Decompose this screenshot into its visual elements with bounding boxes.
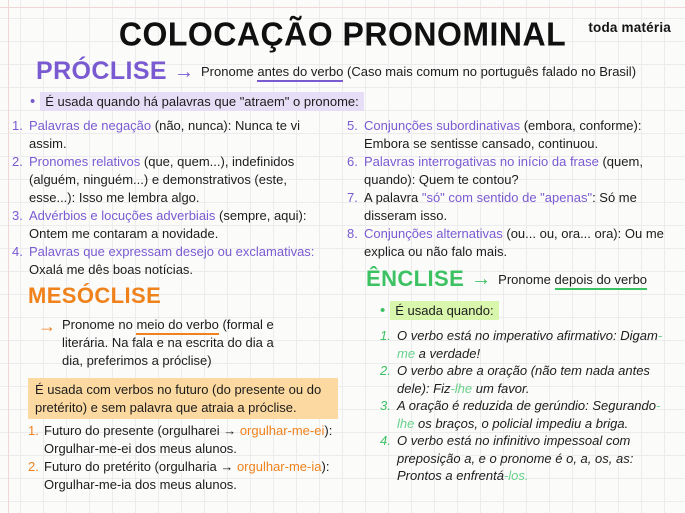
item-number: 2.: [28, 459, 39, 474]
text-segment: -lhe: [450, 380, 473, 396]
item-text: [29, 117, 332, 153]
text-segment: Pronome no: [62, 317, 137, 332]
arrow-right-icon: →: [38, 316, 56, 336]
list-item: [347, 117, 667, 153]
text-segment: a verdade!: [415, 345, 481, 361]
item-number: 4.: [12, 244, 23, 259]
list-item: [380, 432, 669, 485]
text-segment: um favor.: [472, 380, 530, 396]
text-segment: ): Orgulhar-me-ia dos meus alunos.: [44, 459, 330, 492]
proclise-header: [36, 57, 636, 86]
proclise-list-right: [347, 117, 667, 261]
item-text: [44, 458, 358, 494]
section-mesoclise: [28, 283, 360, 494]
mesoclise-usage-note: É usada com verbos no futuro (do presente ou do pretérito) e sem palavra que atraia a próclise.: [28, 378, 338, 419]
text-segment: -me: [397, 328, 663, 361]
text-segment: -los.: [503, 468, 529, 483]
text-segment: O verbo abre a oração (não tem nada antes dele): Fiz: [397, 363, 650, 396]
item-number: 1.: [380, 328, 391, 343]
mesoclise-heading: MESÓCLISE: [28, 283, 162, 308]
text-segment: (não, nunca): Nunca te vi assim.: [29, 118, 301, 151]
item-text: [397, 432, 669, 485]
list-item: [380, 327, 669, 362]
item-number: 1.: [28, 423, 39, 438]
item-text: [397, 327, 669, 362]
text-segment: Pronome: [201, 64, 258, 79]
item-text: [364, 189, 667, 225]
text-segment: Advérbios e locuções adverbiais: [29, 208, 216, 223]
text-segment: (sempre, aqui): Ontem me contaram a novidade.: [29, 208, 307, 241]
text-segment: (ou... ou, ora... ora): Ou me explica ou não falo mais.: [364, 226, 664, 259]
proclise-heading: PRÓCLISE: [36, 57, 167, 85]
mesoclise-list: [28, 422, 358, 494]
item-text: [364, 117, 667, 153]
text-segment: Futuro do presente (orgulharei →: [44, 423, 240, 438]
arrow-right-icon: →: [471, 268, 492, 290]
text-segment: -lhe: [397, 398, 661, 431]
item-number: 6.: [347, 154, 358, 169]
proclise-list-left: [12, 117, 332, 279]
item-number: 3.: [380, 398, 391, 413]
brand-logo: toda matéria: [588, 20, 671, 35]
mesoclise-desc-text: [62, 316, 292, 370]
text-segment: (embora, conforme): Embora se sentisse cansado, continuou.: [364, 118, 642, 151]
text-segment: A palavra: [364, 190, 422, 205]
text-segment: Conjunções alternativas: [364, 226, 503, 241]
proclise-subtitle: [201, 64, 636, 79]
text-segment: Pronomes relativos: [29, 154, 141, 169]
text-segment: (que, quem...), indefinidos (alguém, ninguém...) e demonstrativos (este, esse...): Isso me lembra algo.: [29, 154, 295, 205]
item-text: [397, 397, 669, 432]
item-text: [29, 243, 332, 279]
item-text: [364, 225, 667, 261]
text-segment: O verbo está no infinitivo impessoal com preposição a, e o pronome é o, a, os, as: Prontos a enfrentá: [397, 433, 634, 483]
item-number: 7.: [347, 190, 358, 205]
text-segment: A oração é reduzida de gerúndio: Segurando: [397, 398, 656, 413]
text-segment: Pronome: [498, 271, 555, 287]
text-segment: orgulhar-me-ia: [236, 459, 322, 474]
item-number: 4.: [380, 433, 391, 448]
mesoclise-description: [38, 316, 360, 370]
text-segment: Palavras interrogativas no início da frase: [364, 154, 599, 169]
text-segment: depois do verbo: [555, 272, 648, 290]
item-number: 1.: [12, 118, 23, 133]
text-segment: "só" com sentido de "apenas": [421, 190, 593, 205]
bullet-icon: •: [380, 302, 386, 319]
bullet-icon: •: [30, 93, 36, 110]
text-segment: Conjunções subordinativas: [364, 118, 521, 133]
item-text: [397, 362, 669, 397]
text-segment: Palavras de negação: [29, 118, 152, 133]
item-number: 2.: [12, 154, 23, 169]
list-item: [12, 153, 332, 207]
enclise-subtitle: [498, 272, 647, 287]
list-item: [347, 189, 667, 225]
list-item: [380, 397, 669, 432]
text-segment: orgulhar-me-ei: [239, 423, 325, 438]
enclise-list: [380, 327, 669, 485]
list-item: [28, 422, 358, 458]
text-segment: (quem, quando): Quem te contou?: [364, 154, 643, 187]
list-item: [347, 153, 667, 189]
list-item: [28, 458, 358, 494]
enclise-usage-row: [380, 301, 666, 320]
proclise-usage-note: É usada quando há palavras que "atraem" o pronome:: [40, 92, 364, 111]
item-text: [29, 207, 332, 243]
text-segment: ): Orgulhar-me-ei dos meus alunos.: [44, 423, 333, 456]
item-text: [44, 422, 358, 458]
text-segment: antes do verbo: [257, 64, 343, 82]
arrow-right-icon: →: [174, 60, 194, 83]
item-number: 2.: [380, 363, 391, 378]
text-segment: Palavras que expressam desejo ou exclamativas:: [29, 244, 315, 259]
list-item: [347, 225, 667, 261]
section-enclise: [366, 266, 666, 485]
item-number: 3.: [12, 208, 23, 223]
item-number: 8.: [347, 226, 358, 241]
text-segment: Oxalá me dês boas notícias.: [29, 262, 194, 277]
text-segment: (formal e literária. Na fala e na escrita do dia a dia, preferimos a próclise): [62, 317, 274, 368]
enclise-header: [366, 266, 666, 292]
list-item: [12, 243, 332, 279]
text-segment: O verbo está no imperativo afirmativo: Digam: [397, 328, 658, 343]
list-item: [380, 362, 669, 397]
page-title: COLOCAÇÃO PRONOMINAL: [118, 15, 567, 53]
text-segment: (Caso mais comum no português falado no Brasil): [343, 64, 637, 79]
item-text: [29, 153, 332, 207]
item-text: [364, 153, 667, 189]
list-item: [12, 117, 332, 153]
item-number: 5.: [347, 118, 358, 133]
text-segment: Futuro do pretérito (orgulharia →: [44, 459, 237, 474]
proclise-usage-row: [30, 92, 364, 111]
text-segment: meio do verbo: [136, 317, 218, 335]
text-segment: : Só me disseram isso.: [364, 190, 637, 223]
enclise-usage-note: É usada quando:: [390, 301, 498, 320]
enclise-heading: ÊNCLISE: [366, 266, 465, 291]
text-segment: os braços, o policial impediu a briga.: [414, 415, 629, 431]
list-item: [12, 207, 332, 243]
